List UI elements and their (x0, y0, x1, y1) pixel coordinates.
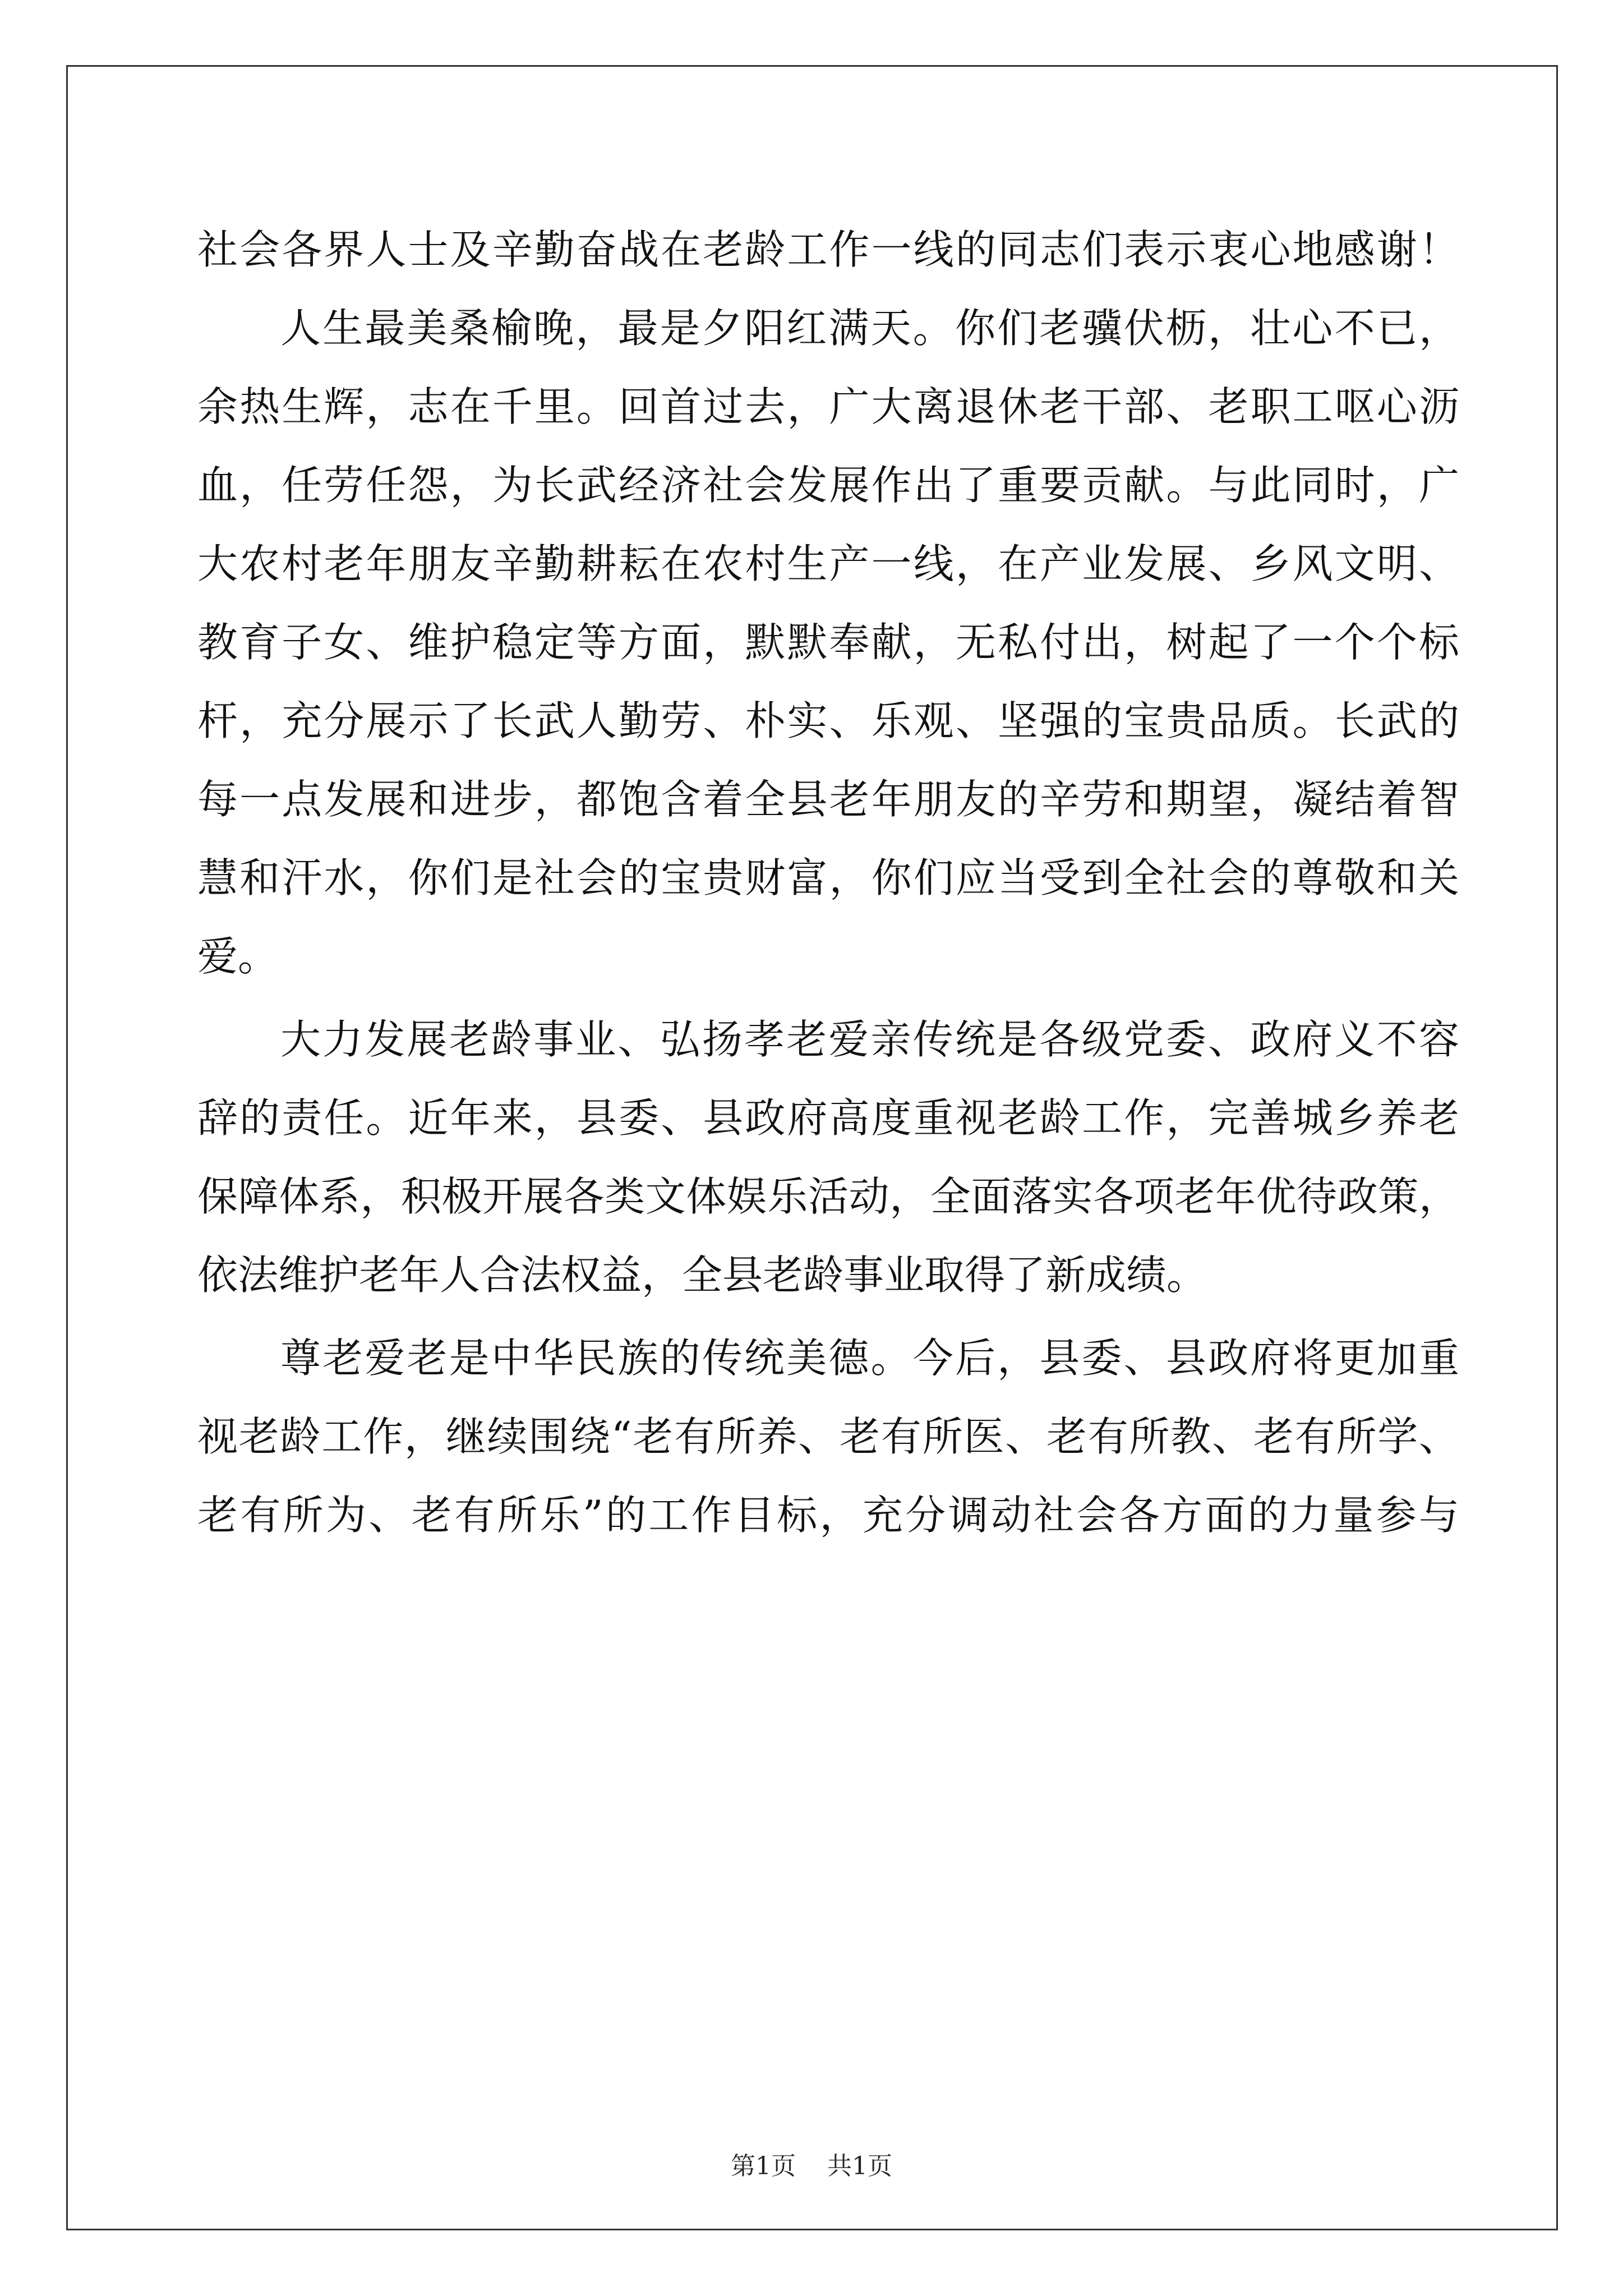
text-line: 保障体系，积极开展各类文体娱乐活动，全面落实各项老年优待政策， (197, 1173, 1459, 1220)
page-total: 共1页 (827, 2152, 892, 2180)
text-line: 社会各界人士及辛勤奋战在老龄工作一线的同志们表示衷心地感谢！ (197, 226, 1459, 273)
text-line: 每一点发展和进步，都饱含着全县老年朋友的辛劳和期望，凝结着智 (197, 776, 1459, 823)
text-line: 爱。 (197, 933, 279, 980)
text-line: 辞的责任。近年来，县委、县政府高度重视老龄工作，完善城乡养老 (197, 1094, 1459, 1142)
text-line: 大力发展老龄事业、弘扬孝老爱亲传统是各级党委、政府义不容 (280, 1016, 1459, 1063)
text-line: 视老龄工作，继续围绕“老有所养、老有所医、老有所教、老有所学、 (197, 1413, 1459, 1460)
text-line: 余热生辉，志在千里。回首过去，广大离退休老干部、老职工呕心沥 (197, 383, 1459, 430)
page-number: 第1页 (731, 2152, 796, 2180)
text-line: 尊老爱老是中华民族的传统美德。今后，县委、县政府将更加重 (280, 1335, 1459, 1382)
page-footer (0, 2150, 1623, 2183)
text-line: 教育子女、维护稳定等方面，默默奉献，无私付出，树起了一个个标 (197, 619, 1459, 666)
text-line: 人生最美桑榆晚，最是夕阳红满天。你们老骥伏枥，壮心不已， (280, 305, 1459, 352)
text-line: 依法维护老年人合法权益，全县老龄事业取得了新成绩。 (197, 1251, 1207, 1299)
text-line: 血，任劳任怨，为长武经济社会发展作出了重要贡献。与此同时，广 (197, 462, 1459, 509)
text-line: 杆，充分展示了长武人勤劳、朴实、乐观、坚强的宝贵品质。长武的 (197, 697, 1459, 744)
text-line: 慧和汗水，你们是社会的宝贵财富，你们应当受到全社会的尊敬和关 (197, 854, 1459, 901)
text-line: 大农村老年朋友辛勤耕耘在农村生产一线，在产业发展、乡风文明、 (197, 540, 1459, 587)
text-line: 老有所为、老有所乐”的工作目标，充分调动社会各方面的力量参与 (197, 1492, 1459, 1539)
